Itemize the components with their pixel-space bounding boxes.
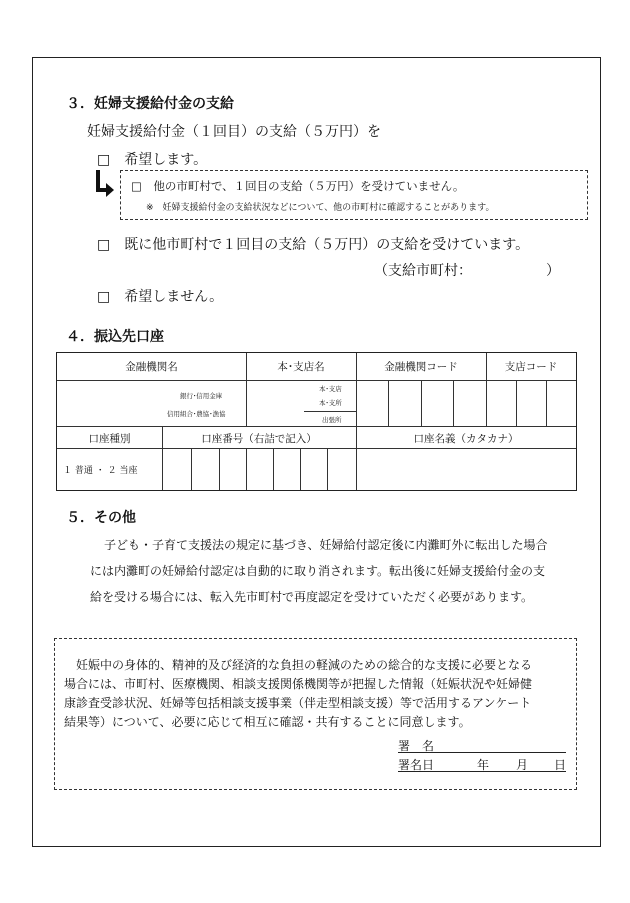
bank-name-field[interactable] <box>59 382 164 424</box>
option-not-want-checkbox[interactable]: □ 希望しません。 <box>97 289 224 305</box>
col-bank-name: 金融機関名 <box>125 361 178 373</box>
section4-heading: ４．振込先口座 <box>66 329 164 345</box>
section5-line-3: 給を受ける場合には、転入先市町村で再度認定を受けていただく必要があります。 <box>90 590 534 604</box>
option-want-checkbox[interactable]: □ 希望します。 <box>97 152 208 168</box>
bank-suffix-2: 信用組合･農協･漁協 <box>167 410 226 418</box>
section5-line-1: 子ども・子育て支援法の規定に基づき、妊婦給付認定後に内灘町外に転出した場合 <box>104 538 548 552</box>
section3-heading: ３．妊婦支援給付金の支給 <box>66 96 234 112</box>
col-bank-code: 金融機関コード <box>384 361 458 373</box>
col-account-number: 口座番号（右詰で記入） <box>201 433 317 445</box>
account-type-options[interactable]: １ 普通 ・ ２ 当座 <box>63 466 138 476</box>
day-label: 日 <box>554 758 567 772</box>
year-label: 年 <box>477 758 490 772</box>
branch-suffix-3: 出張所 <box>322 416 342 424</box>
col-account-name: 口座名義（カタカナ） <box>413 433 519 445</box>
consent-line-4: 結果等）について、必要に応じて相互に確認・共有することに同意します。 <box>64 715 471 729</box>
account-number-field[interactable] <box>163 449 356 490</box>
signature-field[interactable] <box>398 752 566 753</box>
branch-suffix-2: 本･支所 <box>319 399 342 407</box>
bank-account-table <box>56 352 577 491</box>
branch-suffix-1: 本･支店 <box>319 385 342 393</box>
signature-label: 署 名 <box>398 739 435 753</box>
branch-code-field[interactable] <box>487 381 576 426</box>
section5-line-2: には内灘町の妊婦給付認定は自動的に取り消されます。転出後に妊婦支援給付金の支 <box>90 564 546 578</box>
bank-suffix-1: 銀行･信用金庫 <box>180 392 223 400</box>
consent-line-3: 康診査受診状況、妊婦等包括相談支援事業（伴走型相談支援）等で活用するアンケート <box>64 696 532 710</box>
sub-option-checkbox[interactable]: □ 他の市町村で、１回目の支給（５万円）を受けていません。 <box>131 179 465 193</box>
consent-line-1: 妊娠中の身体的、精神的及び経済的な負担の軽減のための総合的な支援に必要となる <box>76 658 533 672</box>
sub-option-note: ※ 妊婦支援給付金の支給状況などについて、他の市町村に確認することがあります。 <box>146 203 495 213</box>
col-branch-name: 本･支店名 <box>277 361 325 373</box>
branch-name-field[interactable] <box>249 382 304 424</box>
signature-date-label: 署名日 <box>398 758 435 772</box>
account-name-field[interactable] <box>357 449 576 490</box>
section5-heading: ５．その他 <box>66 510 136 526</box>
signature-date-field[interactable] <box>398 771 566 772</box>
col-branch-code: 支店コード <box>504 361 558 373</box>
paid-city-label: （支給市町村： <box>374 263 472 279</box>
consent-line-2: 場合には、市町村、医療機関、相談支援関係機関等が把握した情報（妊娠状況や妊婦健 <box>64 677 533 691</box>
section3-intro: 妊婦支援給付金（１回目）の支給（５万円）を <box>87 124 381 140</box>
col-account-type: 口座種別 <box>88 433 131 445</box>
option-received-checkbox[interactable]: □ 既に他市町村で１回目の支給（５万円）の支給を受けています。 <box>97 237 530 253</box>
month-label: 月 <box>516 758 529 772</box>
arrow-down-right-icon <box>93 168 117 202</box>
paid-city-close: ） <box>546 263 560 279</box>
bank-code-field[interactable] <box>357 381 486 426</box>
